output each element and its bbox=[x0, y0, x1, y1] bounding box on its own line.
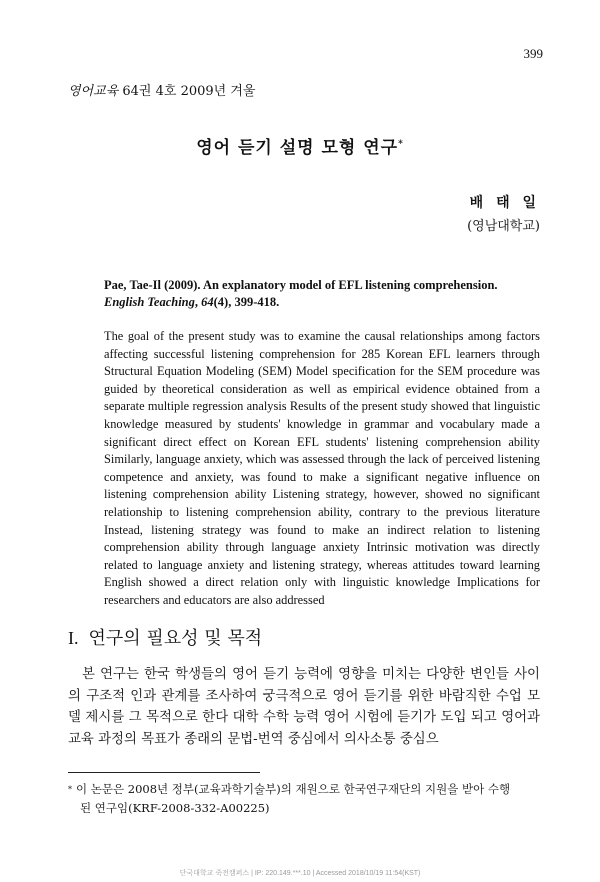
body-paragraph: 본 연구는 한국 학생들의 영어 듣기 능력에 영향을 미치는 다양한 변인들 사이의 구조적 인과 관계를 조사하여 궁극적으로 영어 듣기를 위한 바람직한 수업 모델 제시를 그 목적으로 한다 대학 수학 능력 영어 시험에 듣기가 도입 되고 영어과 교육 과정의 목표가 종래의 문법-번역 중심에서 의사소통 중심으 bbox=[68, 667, 540, 747]
author-name: 배 태 일 bbox=[469, 195, 540, 211]
footnote-line-2: 된 연구임(KRF-2008-332-A00225) bbox=[80, 801, 270, 815]
paper-title bbox=[0, 133, 600, 158]
journal-name: 영어교육 bbox=[68, 84, 119, 99]
footnote-marker: * bbox=[68, 785, 72, 794]
footnote-line-1: 이 논문은 2008년 정부(교육과학기술부)의 재원으로 한국연구재단의 지원을 받아 수행 bbox=[76, 782, 511, 796]
footnote bbox=[68, 780, 540, 818]
section-title: 연구의 필요성 및 목적 bbox=[88, 628, 263, 649]
abstract: The goal of the present study was to examine the causal relationships among factors affecting successful listening comprehension for 285 Korean EFL learners through Structural Equation Modeling (SEM) Model specification for the SEM procedure was guided by theoretical consideration as well as empirical evidence obtained from a separate multiple regression analysis Results of the present study showed that linguistic knowledge measured by students' knowledge in grammar and vocabulary made a significant direct effect on Korean EFL students' listening comprehension ability Similarly, language anxiety, which was assessed through the lack of perceived listening competence and anxiety, was found to make a significant negative influence on listening comprehension ability Listening strategy, however, showed no significant relationship to listening comprehension ability, contrary to the previous literature Instead, listening strategy was found to make an indirect relation to listening comprehension ability through language anxiety Intrinsic motivation was directly related to language anxiety and listening strategy, whereas attitudes toward learning English showed a direct relation only with linguistic knowledge Implications for researchers and educators are also addressed bbox=[104, 329, 540, 607]
journal-issue: 64권 4호 2009년 겨울 bbox=[122, 84, 256, 99]
citation-journal: English Teaching bbox=[104, 295, 195, 309]
section-heading bbox=[68, 624, 262, 650]
paper-title-text: 영어 듣기 설명 모형 연구 bbox=[196, 138, 399, 158]
citation: Pae, Tae-Il (2009). An explanatory model of EFL listening comprehension. English Teaching, 64(4), 399-418. bbox=[104, 278, 498, 309]
access-watermark: 단국대학교 죽전캠퍼스 | IP: 220.149.***.10 | Accessed 2018/10/19 11:54(KST) bbox=[179, 870, 421, 877]
footnote-divider bbox=[68, 772, 260, 773]
citation-issue-pages: (4), 399-418. bbox=[213, 295, 280, 309]
section-number: I. bbox=[68, 628, 79, 648]
author-affiliation: (영남대학교) bbox=[467, 219, 540, 234]
journal-header bbox=[68, 80, 255, 99]
page-number: 399 bbox=[523, 46, 543, 61]
citation-volume: 64 bbox=[201, 295, 214, 309]
citation-lead: Pae, Tae-Il (2009). An explanatory model of EFL listening comprehension. bbox=[104, 278, 498, 292]
title-footnote-mark: * bbox=[398, 139, 404, 150]
